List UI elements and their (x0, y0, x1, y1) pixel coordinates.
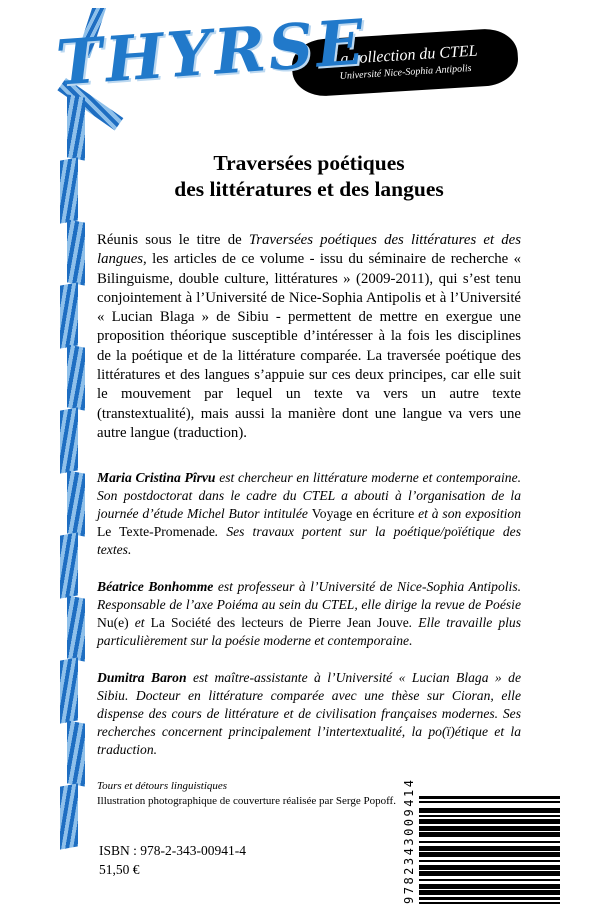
bio-segment: Nu(e) (97, 615, 129, 631)
author-bio-baron (97, 669, 521, 759)
ribbon-segment (60, 282, 78, 348)
intro-segment-title: Traversées poétiques des littératures et des langues (97, 232, 521, 268)
collection-banner-title: La collection du CTEL (331, 42, 479, 68)
ribbon-segment (60, 783, 78, 849)
author-name: Maria Cristina Pîrvu (97, 470, 216, 486)
ribbon-segment (67, 470, 85, 536)
thyrse-logo: THYRSE (53, 5, 369, 100)
barcode (402, 777, 560, 904)
ribbon-segment (60, 533, 78, 599)
intro-paragraph (97, 231, 521, 443)
decorative-ribbon (60, 96, 86, 848)
ribbon-segment (60, 407, 78, 473)
bio-segment: est chercheur en littérature moderne et contemporaine. Son postdoctorat dans le cadre du CTEL a abouti à l’organisation de la journée d’étude Michel Butor intitulée (97, 470, 522, 522)
author-name: Béatrice Bonhomme (97, 579, 214, 595)
ribbon-segment (60, 658, 78, 724)
ribbon-segment (60, 157, 78, 223)
price-text: 51,50 € (99, 862, 140, 877)
series-note: Tours et détours linguistiques (97, 780, 228, 793)
collection-banner-subtitle: Université Nice-Sophia Antipolis (339, 62, 472, 82)
book-title (97, 150, 521, 202)
intro-segment: Réunis sous le titre de (97, 232, 249, 248)
ribbon-segment (67, 220, 85, 286)
bio-segment: est professeur à l’Université de Nice-Sophia Antipolis. Responsable de l’axe Poiéma au sein du CTEL, elle dirige la revue de Poésie (97, 579, 522, 613)
bio-segment: et (128, 615, 151, 631)
book-title-line2: des littératures et des langues (174, 177, 444, 201)
bio-segment: . Ses travaux portent sur la poétique/poïétique des textes. (97, 524, 522, 558)
ribbon-segment (67, 345, 85, 411)
intro-segment: , les articles de ce volume - issu du séminaire de recherche « Bilinguisme, double culture, littératures » (2009-2011), qui s’est tenu conjointement à l’Université de Nice-Sophia Antipolis et à l’Université « Lucian Blaga » de Sibiu - permettent de mettre en exergue une proposition théorique susceptible d’intéresser à la fois les disciplines de la poétique et de la littérature comparée. La traversée poétique des littératures et des langues s’appuie sur ces deux principes, car elle suit le mouvement par lequel un texte va vers un autre texte (transtextualité), mais aussi la manière dont une langue va vers une autre langue (traduction). (97, 251, 521, 441)
ribbon-segment (67, 94, 85, 160)
author-bio-bonhomme (97, 578, 521, 650)
back-cover-text (97, 150, 521, 808)
bio-segment: et à son exposition (414, 506, 522, 522)
bio-segment: Voyage en écriture (311, 506, 415, 522)
bio-segment: La Société des lecteurs de Pierre Jean Jouve (150, 615, 409, 631)
cover-photo-credit: Illustration photographique de couverture réalisée par Serge Popoff. (97, 794, 396, 807)
bio-segment: est maître-assistante à l’Université « Lucian Blaga » de Sibiu. Docteur en littérature comparée avec une thèse sur Cioran, elle dispense des cours de littérature et de civilisation françaises modernes. Ses recherches concernent principalement l’intertextualité, la po(ï)étique et la traduction. (97, 670, 521, 758)
ribbon-segment (67, 720, 85, 786)
barcode-bars (419, 796, 560, 904)
bio-segment: Le Texte-Promenade (97, 524, 215, 540)
book-title-line1: Traversées poétiques (213, 151, 405, 175)
author-name: Dumitra Baron (97, 670, 187, 686)
author-bio-pirvu (97, 469, 521, 559)
barcode-number: 9782343009414 (402, 777, 416, 904)
ribbon-segment (67, 595, 85, 661)
isbn-text: ISBN : 978-2-343-00941-4 (99, 843, 246, 858)
bio-segment: . Elle travaille plus particulièrement sur la poésie moderne et contemporaine. (97, 615, 521, 649)
